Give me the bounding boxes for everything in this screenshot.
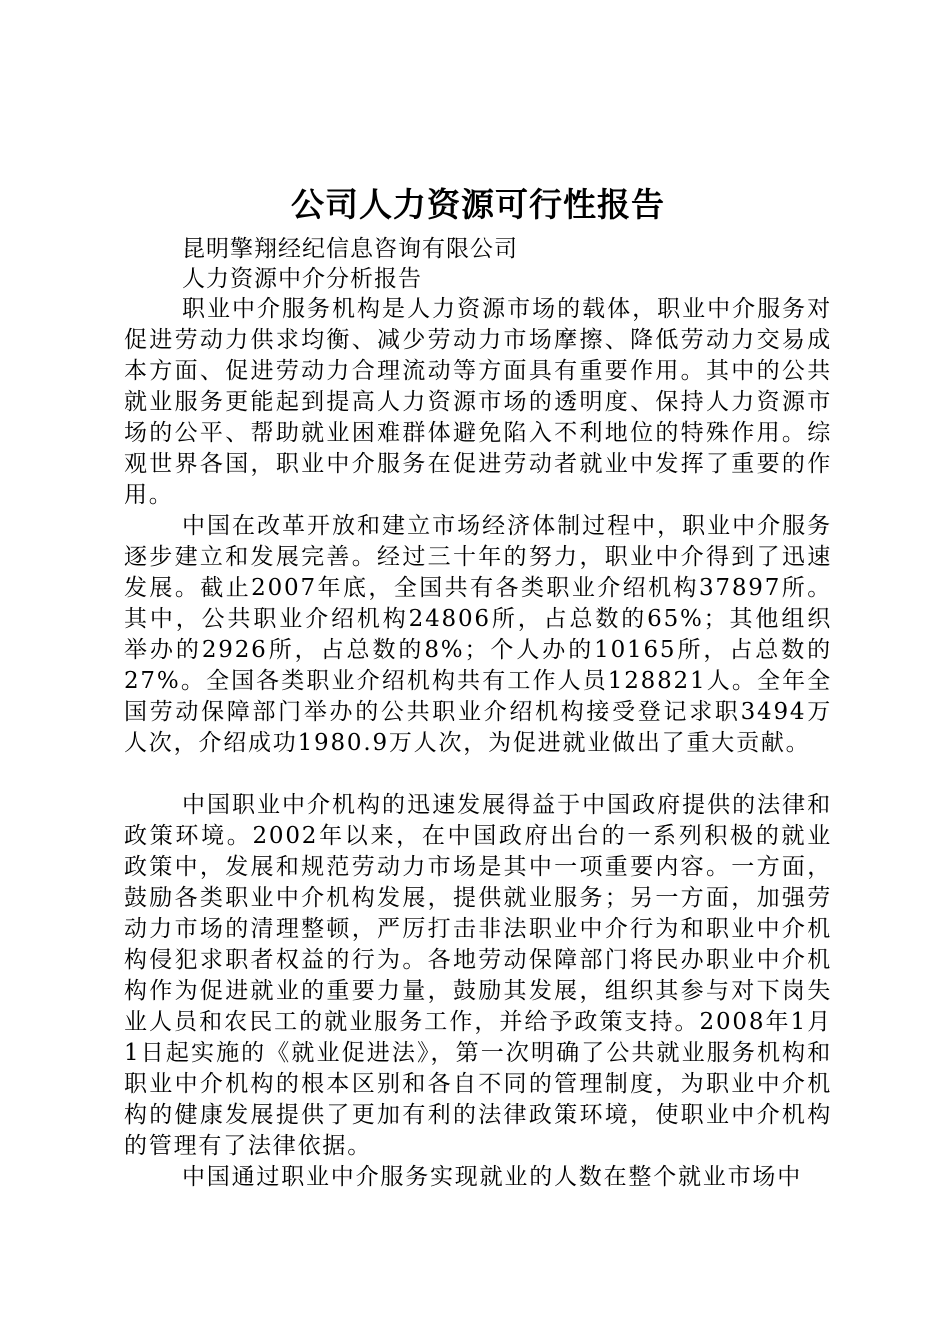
report-subtitle: 人力资源中介分析报告 [182, 266, 422, 292]
document-page [124, 180, 832, 1193]
document-title: 公司人力资源可行性报告 [291, 185, 665, 224]
paragraph: 职业中介服务机构是人力资源市场的载体，职业中介服务对促进劳动力供求均衡、减少劳动力市场摩擦、降低劳动力交易成本方面、促进劳动力合理流动等方面具有重要作用。其中的公共就业服务更能起到提高人力资源市场的透明度、保持人力资源市场的公平、帮助就业困难群体避免陷入不利地位的特殊作用。综观世界各国，职业中介服务在促进劳动者就业中发挥了重要的作用。 [124, 296, 832, 508]
paragraph: 中国通过职业中介服务实现就业的人数在整个就业市场中 [182, 1164, 802, 1190]
paragraph: 中国职业中介机构的迅速发展得益于中国政府提供的法律和政策环境。2002年以来，在中国政府出台的一系列积极的就业政策中，发展和规范劳动力市场是其中一项重要内容。一方面，鼓励各类职业中介机构发展，提供就业服务；另一方面，加强劳动力市场的清理整顿，严厉打击非法职业中介行为和职业中介机构侵犯求职者权益的行为。各地劳动保障部门将民办职业中介机构作为促进就业的重要力量，鼓励其发展，组织其参与对下岗失业人员和农民工的就业服务工作，并给予政策支持。2008年1月1日起实施的《就业促进法》，第一次明确了公共就业服务机构和职业中介机构的根本区别和各自不同的管理制度，为职业中介机构的健康发展提供了更加有利的法律政策环境，使职业中介机构的管理有了法律依据。 [124, 792, 832, 1159]
paragraph-gap [124, 759, 832, 790]
paragraph: 中国在改革开放和建立市场经济体制过程中，职业中介服务逐步建立和发展完善。经过三十年的努力，职业中介得到了迅速发展。截止2007年底，全国共有各类职业介绍机构37897所。其中，公共职业介绍机构24806所，占总数的65%；其他组织举办的2926所，占总数的8%；个人办的10165所，占总数的27%。全国各类职业介绍机构共有工作人员128821人。全年全国劳动保障部门举办的公共职业介绍机构接受登记求职3494万人次，介绍成功1980.9万人次，为促进就业做出了重大贡献。 [124, 513, 832, 756]
company-name: 昆明擎翔经纪信息咨询有限公司 [182, 236, 518, 262]
